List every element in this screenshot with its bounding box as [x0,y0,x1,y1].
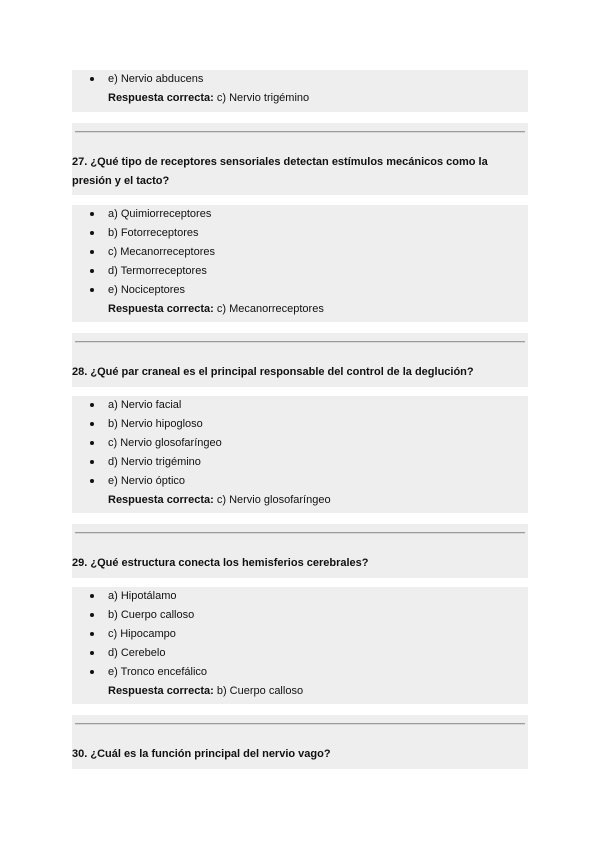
question-text: 29. ¿Qué estructura conecta los hemisferios cerebrales? [72,557,369,569]
option-label: c) Hipocampo [108,628,176,640]
prev-options-block [72,70,528,112]
options-block-28 [72,396,528,513]
divider [75,341,525,343]
option-label: a) Nervio facial [108,399,182,411]
question-text: 28. ¿Qué par craneal es el principal responsable del control de la deglución? [72,366,474,378]
question-text: 27. ¿Qué tipo de receptores sensoriales detectan estímulos mecánicos como la presión y el tacto? [72,156,488,187]
option-label: c) Nervio glosofaríngeo [108,437,222,449]
answer-label: Respuesta correcta: [108,685,214,697]
bullet-icon [90,403,94,407]
answer-label: Respuesta correcta: [108,494,214,506]
bullet-icon [90,651,94,655]
option-label: e) Tronco encefálico [108,666,208,678]
bullet-icon [90,231,94,235]
bullet-icon [90,250,94,254]
answer-value: c) Nervio glosofaríngeo [216,494,331,506]
bullet-icon [90,613,94,617]
divider [75,723,525,725]
option-label: d) Cerebelo [108,647,166,659]
question-block-28 [72,333,528,387]
answer-label: Respuesta correcta: [108,92,214,104]
option-label: b) Nervio hipogloso [108,418,203,430]
option-label: e) Nervio abducens [108,73,204,85]
option-label: c) Mecanorreceptores [108,246,215,258]
bullet-icon [90,288,94,292]
option-label: d) Nervio trigémino [108,456,201,468]
divider [75,532,525,534]
bullet-icon [90,460,94,464]
answer-value: c) Mecanorreceptores [216,303,324,315]
question-text: 30. ¿Cuál es la función principal del nervio vago? [72,748,331,760]
question-block-27 [72,123,528,195]
option-label: a) Hipotálamo [108,590,177,602]
bullet-icon [90,269,94,273]
question-block-29 [72,524,528,578]
divider [75,131,525,133]
question-block-30 [72,715,528,769]
correct-answer [108,89,309,108]
answer-label: Respuesta correcta: [108,303,214,315]
bullet-icon [90,422,94,426]
bullet-icon [90,441,94,445]
bullet-icon [90,632,94,636]
option-label: a) Quimiorreceptores [108,208,212,220]
correct-answer [108,491,331,510]
option-label: b) Fotorreceptores [108,227,199,239]
option-label: e) Nociceptores [108,284,186,296]
options-block-29 [72,587,528,704]
bullet-icon [90,479,94,483]
option-label: d) Termorreceptores [108,265,207,277]
answer-value: b) Cuerpo calloso [216,685,304,697]
option-label: b) Cuerpo calloso [108,609,195,621]
bullet-icon [90,212,94,216]
correct-answer [108,682,303,701]
bullet-icon [90,670,94,674]
answer-value: c) Nervio trigémino [216,92,310,104]
options-block-27 [72,205,528,322]
bullet-icon [90,77,94,81]
bullet-icon [90,594,94,598]
correct-answer [108,300,324,319]
option-label: e) Nervio óptico [108,475,186,487]
